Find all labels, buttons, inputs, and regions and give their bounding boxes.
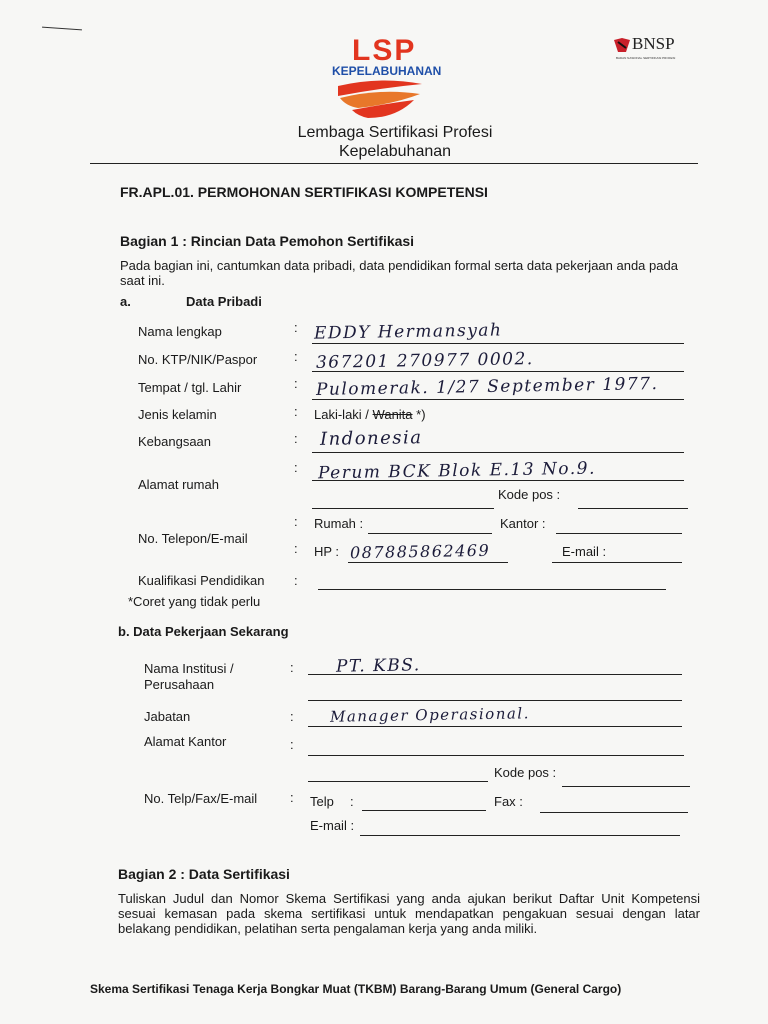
header-divider	[90, 163, 698, 164]
colon: :	[290, 737, 294, 752]
kodepos-kantor-line[interactable]	[562, 786, 690, 787]
wave-icon	[334, 78, 426, 120]
scan-mark	[42, 27, 82, 31]
hp-value: 087885862469	[349, 540, 491, 563]
institusi-line[interactable]	[308, 674, 682, 675]
nama-line[interactable]	[312, 343, 684, 344]
colon: :	[294, 320, 298, 335]
kodepos-label: Kode pos :	[498, 487, 561, 502]
section2-heading: Bagian 2 : Data Sertifikasi	[118, 866, 290, 882]
colon: :	[294, 573, 298, 588]
colon: :	[294, 404, 298, 419]
jabatan-label: Jabatan	[144, 709, 191, 724]
alamat-line2[interactable]	[312, 508, 494, 509]
colon: :	[290, 709, 294, 724]
kodepos-kantor-label: Kode pos :	[494, 765, 557, 780]
footer-scheme: Skema Sertifikasi Tenaga Kerja Bongkar Muat (TKBM) Barang-Barang Umum (General Cargo)	[90, 982, 622, 996]
nama-value: EDDY Hermansyah	[313, 320, 503, 344]
colon: :	[294, 376, 298, 391]
alamat-line[interactable]	[312, 480, 684, 481]
email-label: E-mail :	[562, 544, 607, 559]
ttl-value: Pulomerak. 1/27 September 1977.	[315, 374, 659, 400]
hp-line[interactable]	[348, 562, 508, 563]
colon: :	[290, 660, 294, 675]
fax-line[interactable]	[540, 812, 688, 813]
kualifikasi-line[interactable]	[318, 589, 666, 590]
lsp-logo-sub: KEPELABUHANAN	[332, 64, 442, 78]
alamat-kantor-line[interactable]	[308, 755, 684, 756]
telp-sub-label: Telp	[310, 794, 334, 809]
bnsp-emblem-icon	[614, 38, 630, 52]
ttl-line[interactable]	[312, 399, 684, 400]
lsp-logo	[320, 34, 450, 120]
kantor-label: Kantor :	[500, 516, 546, 531]
colon: :	[294, 514, 298, 529]
section1-intro: Pada bagian ini, cantumkan data pribadi, data pendidikan formal serta data pekerjaan anda pada saat ini.	[120, 258, 678, 288]
ktp-value: 367201 270977 0002.	[315, 349, 534, 373]
jk-label: Jenis kelamin	[138, 407, 217, 422]
email-kantor-label: E-mail :	[310, 818, 355, 833]
sub-a-letter: a.	[120, 294, 131, 309]
institusi-value: PT. KBS.	[335, 655, 421, 677]
colon: :	[294, 541, 298, 556]
lsp-logo-text: LSP	[352, 34, 417, 67]
telp-label: No. Telepon/E-mail	[138, 531, 248, 546]
ktp-label: No. KTP/NIK/Paspor	[138, 352, 258, 367]
ttl-label: Tempat / tgl. Lahir	[138, 380, 242, 395]
kodepos-line[interactable]	[578, 508, 688, 509]
kebangsaan-line[interactable]	[312, 452, 684, 453]
institusi-label2: Perusahaan	[144, 677, 215, 692]
jabatan-line[interactable]	[308, 726, 682, 727]
sub-a-title: Data Pribadi	[186, 294, 262, 309]
fax-label: Fax :	[494, 794, 523, 809]
jabatan-value: Manager Operasional.	[329, 704, 531, 726]
jk-wanita: Wanita	[372, 407, 413, 422]
jk-options	[314, 407, 426, 422]
telp-kantor-line[interactable]	[362, 810, 486, 811]
email-line[interactable]	[552, 562, 682, 563]
coret-note: *Coret yang tidak perlu	[128, 594, 261, 609]
alamat-value: Perum BCK Blok E.13 No.9.	[317, 458, 597, 484]
form-title: FR.APL.01. PERMOHONAN SERTIFIKASI KOMPETENSI	[120, 184, 488, 200]
colon: :	[294, 460, 298, 475]
institusi-label1: Nama Institusi /	[144, 661, 234, 676]
nama-label: Nama lengkap	[138, 324, 222, 339]
kebangsaan-value: Indonesia	[319, 427, 423, 450]
alamat-label: Alamat rumah	[138, 477, 219, 492]
hp-label: HP :	[314, 544, 340, 559]
colon: :	[294, 349, 298, 364]
ktp-line[interactable]	[312, 371, 684, 372]
email-kantor-line[interactable]	[360, 835, 680, 836]
section1-heading: Bagian 1 : Rincian Data Pemohon Sertifikasi	[120, 233, 415, 249]
bnsp-logo	[612, 34, 702, 64]
kantor-line[interactable]	[556, 533, 682, 534]
alamat-kantor-label: Alamat Kantor	[144, 734, 227, 749]
rumah-line[interactable]	[368, 533, 492, 534]
colon: :	[350, 794, 354, 809]
jk-note: *)	[416, 407, 426, 422]
bnsp-logo-text: BNSP	[632, 34, 675, 53]
jk-laki: Laki-laki /	[314, 407, 369, 422]
telp-kantor-label: No. Telp/Fax/E-mail	[144, 791, 258, 806]
org-name-line2: Kepelabuhanan	[338, 143, 452, 160]
rumah-label: Rumah :	[314, 516, 364, 531]
alamat-kantor-line2[interactable]	[308, 781, 488, 782]
institusi-line2[interactable]	[308, 700, 682, 701]
colon: :	[290, 790, 294, 805]
kebangsaan-label: Kebangsaan	[138, 434, 212, 449]
kualifikasi-label: Kualifikasi Pendidikan	[138, 573, 265, 588]
org-name-line1: Lembaga Sertifikasi Profesi	[297, 124, 493, 141]
colon: :	[294, 431, 298, 446]
section2-text: Tuliskan Judul dan Nomor Skema Sertifikasi yang anda ajukan berikut Daftar Unit Kompetensi sesuai kemasan pada skema sertifikasi untuk mendapatkan pengakuan sesuai dengan latar belakang pendidikan, pelatihan serta pengalaman kerja yang anda miliki.	[118, 891, 700, 936]
bnsp-logo-sub: BADAN NASIONAL SERTIFIKASI PROFESI	[616, 56, 676, 60]
sub-b-title: b. Data Pekerjaan Sekarang	[118, 624, 289, 639]
